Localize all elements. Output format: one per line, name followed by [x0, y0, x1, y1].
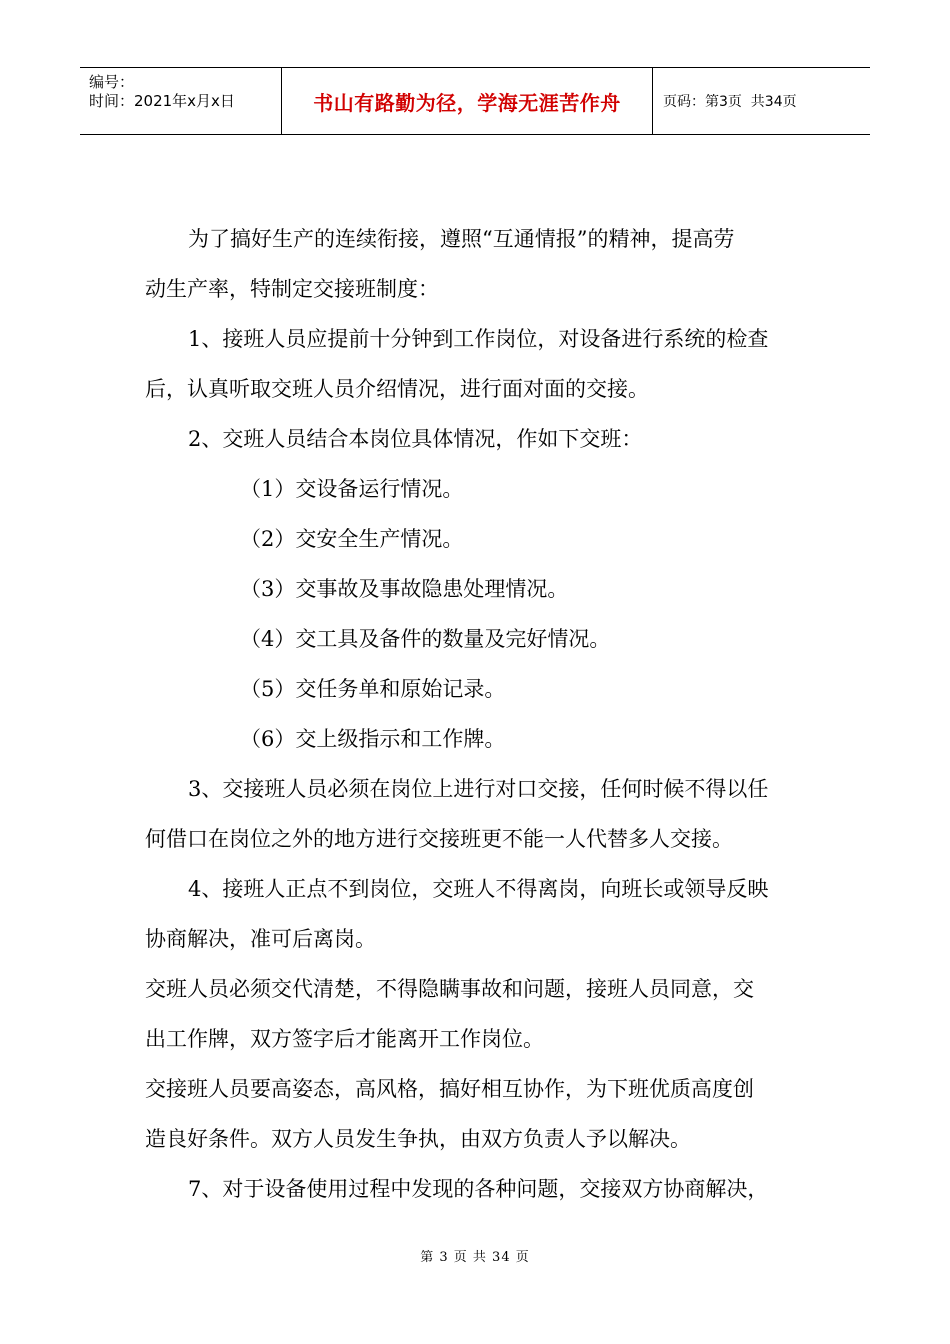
- list-item: （1）交设备运行情况。: [240, 477, 464, 501]
- header-page-cell: [653, 68, 870, 134]
- header-meta-cell: [80, 68, 282, 134]
- list-item: （3）交事故及事故隐患处理情况。: [240, 577, 569, 601]
- paragraph-line: 2、交班人员结合本岗位具体情况，作如下交班：: [188, 427, 643, 451]
- paragraph-line: 4、接班人正点不到岗位，交班人不得离岗，向班长或领导反映: [188, 877, 769, 901]
- list-item: （6）交上级指示和工作牌。: [240, 727, 506, 751]
- header-motto-cell: [282, 68, 653, 134]
- paragraph-line: 何借口在岗位之外的地方进行交接班更不能一人代替多人交接。: [145, 827, 733, 851]
- paragraph-line: 为了搞好生产的连续衔接，遵照“互通情报”的精神，提高劳: [188, 227, 735, 251]
- code-label: 编号：: [89, 73, 135, 91]
- paragraph-line: 后，认真听取交班人员介绍情况，进行面对面的交接。: [145, 377, 649, 401]
- paragraph-line: 3、交接班人员必须在岗位上进行对口交接，任何时候不得以任: [188, 777, 769, 801]
- paragraph-line: 造良好条件。双方人员发生争执，由双方负责人予以解决。: [145, 1127, 691, 1151]
- list-item: （2）交安全生产情况。: [240, 527, 464, 551]
- list-item: （5）交任务单和原始记录。: [240, 677, 506, 701]
- footer-page-number: 第 3 页 共 34 页: [420, 1250, 530, 1265]
- page-label: 页码：第3页 共34页: [663, 94, 797, 110]
- list-item: （4）交工具及备件的数量及完好情况。: [240, 627, 611, 651]
- document-body: [145, 214, 810, 1214]
- paragraph-line: 出工作牌，双方签字后才能离开工作岗位。: [145, 1027, 544, 1051]
- paragraph-line: 协商解决，准可后离岗。: [145, 927, 376, 951]
- paragraph-line: 7、对于设备使用过程中发现的各种问题，交接双方协商解决，: [188, 1177, 769, 1201]
- paragraph-line: 交班人员必须交代清楚，不得隐瞒事故和问题，接班人员同意，交: [145, 977, 754, 1001]
- paragraph-line: 1、接班人员应提前十分钟到工作岗位，对设备进行系统的检查: [188, 327, 769, 351]
- paragraph-line: 交接班人员要高姿态，高风格，搞好相互协作，为下班优质高度创: [145, 1077, 754, 1101]
- page-footer: [0, 1246, 950, 1265]
- document-header: [80, 67, 870, 135]
- paragraph-line: 动生产率，特制定交接班制度：: [145, 277, 439, 301]
- time-label: 时间：2021年x月x日: [89, 92, 235, 110]
- motto-text: 书山有路勤为径，学海无涯苦作舟: [313, 90, 621, 115]
